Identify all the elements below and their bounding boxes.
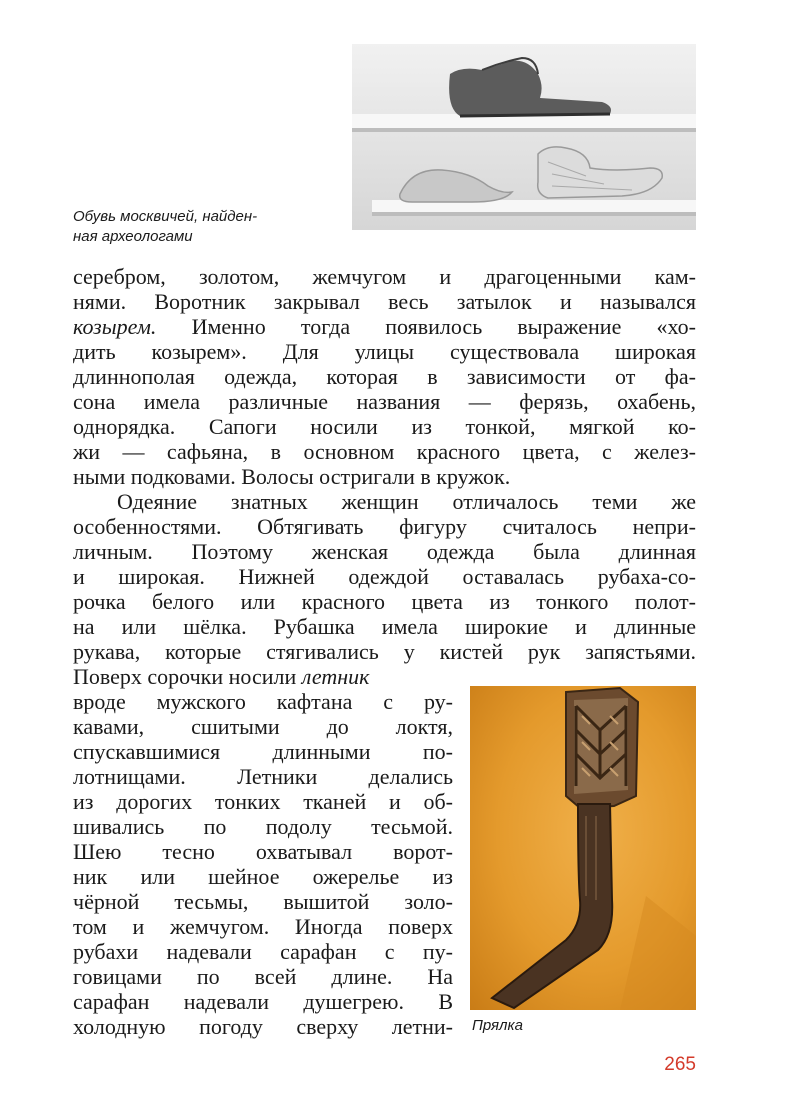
text-line: рукава, которые стягивались у кистей рук запястьями. <box>73 639 696 664</box>
text-line: том и жемчугом. Иногда поверх <box>73 914 453 939</box>
spindle-photo <box>470 686 696 1010</box>
text-line: вроде мужского кафтана с ру- <box>73 689 453 714</box>
text-line: длиннополая одежда, которая в зависимости от фа- <box>73 364 696 389</box>
text-line: чёрной тесьмы, вышитой золо- <box>73 889 453 914</box>
text-line: ными подковами. Волосы остригали в кружок. <box>73 464 511 489</box>
text-line: дить козырем». Для улицы существовала широкая <box>73 339 696 364</box>
text-line: особенностями. Обтягивать фигуру считалось непри- <box>73 514 696 539</box>
text-line: жи — сафьяна, в основном красного цвета, с желез- <box>73 439 696 464</box>
page-number: 265 <box>664 1054 696 1075</box>
text-line: личным. Поэтому женская одежда была длинная <box>73 539 696 564</box>
text-line: кавами, сшитыми до локтя, <box>73 714 453 739</box>
text-line: на или шёлка. Рубашка имела широкие и длинные <box>73 614 696 639</box>
text-line: сона имела различные названия — ферязь, охабень, <box>73 389 696 414</box>
text-line-lead: Поверх сорочки носили <box>73 664 302 689</box>
text-line <box>73 664 453 689</box>
text-line: говицами по всей длине. На <box>73 964 453 989</box>
spindle-illustration <box>470 686 696 1010</box>
shoes-caption-line-1: Обувь москвичей, найден- <box>73 208 258 225</box>
spindle-caption: Прялка <box>472 1017 523 1034</box>
text-line: ник или шейное ожерелье из <box>73 864 453 889</box>
text-line: Шею тесно охватывал ворот- <box>73 839 453 864</box>
text-line: шивались по подолу тесьмой. <box>73 814 453 839</box>
text-line: рочка белого или красного цвета из тонкого полот- <box>73 589 696 614</box>
text-line: сарафан надевали душегрею. В <box>73 989 453 1014</box>
text-line: Одеяние знатных женщин отличалось теми же <box>117 489 696 514</box>
text-line <box>73 314 696 339</box>
text-line: холодную погоду сверху летни- <box>73 1014 453 1039</box>
text-line: лотнищами. Летники делались <box>73 764 453 789</box>
shoes-illustration <box>352 44 696 230</box>
term-kozyr: козырем. <box>73 314 157 339</box>
text-line: спускавшимися длинными по- <box>73 739 453 764</box>
text-line: однорядка. Сапоги носили из тонкой, мягкой ко- <box>73 414 696 439</box>
text-line: и широкая. Нижней одеждой оставалась рубаха-со- <box>73 564 696 589</box>
shoes-photo <box>352 44 696 230</box>
text-line: нями. Воротник закрывал весь затылок и назывался <box>73 289 696 314</box>
text-line: серебром, золотом, жемчугом и драгоценными кам- <box>73 264 696 289</box>
shoes-caption <box>73 207 333 247</box>
text-line: из дорогих тонких тканей и об- <box>73 789 453 814</box>
text-line: рубахи надевали сарафан с пу- <box>73 939 453 964</box>
term-letnik: летник <box>301 664 370 689</box>
shoes-caption-line-2: ная археологами <box>73 228 193 245</box>
text-line-rest: Именно тогда появилось выражение «хо- <box>156 314 696 339</box>
